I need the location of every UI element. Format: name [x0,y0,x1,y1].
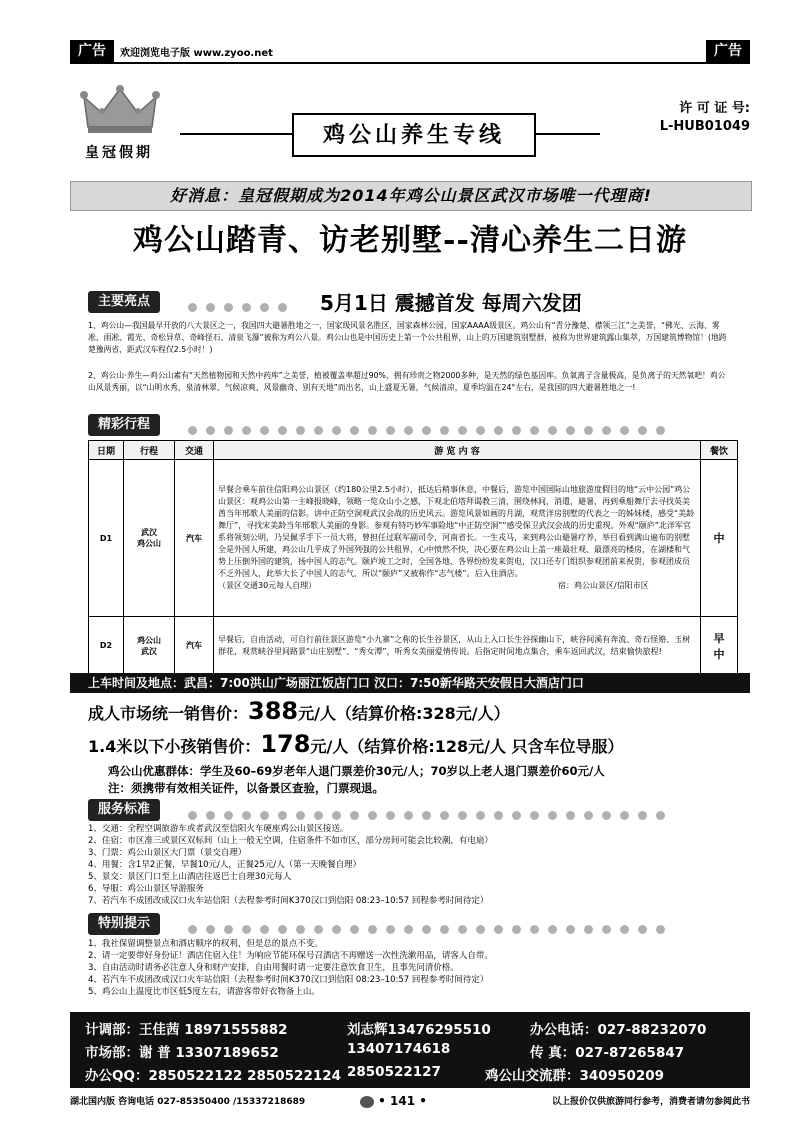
footer [70,1094,750,1107]
itinerary-table [88,440,738,675]
child-price-unit: 元/人（ [310,737,365,756]
top-bar [70,40,750,64]
list-item: 3、自由活动时请务必注意人身和财产安排，自由用餐时请一定要注意饮食卫生，且事先问清价格。 [88,963,459,973]
contact-group: 鸡公山交流群：340950209 [485,1068,665,1084]
list-item: 6、导服：鸡公山景区导游服务 [88,884,204,894]
route-cell [124,460,175,617]
route-to: 武汉 [141,646,157,656]
child-price-label: 1.4米以下小孩销售价： [88,737,261,756]
contact-row-1 [85,1018,740,1040]
table-row [89,617,738,675]
meal-breakfast: 早 [713,631,725,645]
col-date: 日期 [89,441,124,460]
crown-logo-icon [80,85,160,135]
route-title: 鸡公山养生专线 [292,113,536,157]
col-route: 行程 [124,441,175,460]
license-label: 许 可 证 号: [679,101,750,116]
adult-price-unit: 元/人（ [298,704,352,723]
contact-planning: 计调部：王佳茜 18971555882 [85,1022,288,1038]
adult-settle-price: 结算价格:328元/人） [351,704,510,723]
list-item: 2、住宿：市区准三或景区双标间（山上一般无空调，住宿条件不如市区，部分房间可能会比较潮，有电扇） [88,836,493,846]
ad-label-left: 广告 [70,40,114,62]
tips-label: 特别提示 [88,913,160,935]
promo-text: 5月1日 震撼首发 每周六发团 [320,291,582,315]
discount-line-2: 注：须携带有效相关证件，以备景区查验，门票现退。 [108,781,384,795]
day-cell: D2 [89,617,124,675]
license-block [640,100,750,136]
content-cell [214,460,701,617]
content-stay: 宿：鸡公山景区/信阳市区 [558,581,649,590]
content-text: 早餐合乘车前往信阳鸡公山景区（约180公里2.5小时），抵达后稍事休息，中餐后，游览中国国际山地旅游度假目的地“云中公园”鸡公山景区：观鸡公山第一主峰报晓峰，领略一览众山小之感，下观北伯塔拜谒教三清，围绕林间，消遣，避暑，再到乘船舞厅去寻找英美酋当年邢歌人美丽的信影。讲中正防空洞观武汉会战的历史风云。游览风景如画的月湖，观赏洋房别墅的代表之一的姊妹楼，感受“美龄舞厅”，寻找宋美龄当年邢歌人美丽的身影。参观有特巧妙军事险地“中正防空洞”“感受保卫武汉会战的历史重现。外观“颐庐”北洋军官系将领刻公明，乃吴佩孚手下一员大将，曾担任过联军副司令，河南省长。一生戎马，来到鸡公山避暑疗养，举目看到满山遍布的别墅全是外国人所建，鸡公山几乎成了外国列强的公共租界，心中愤然不快，决心要在鸡公山上盖一座最壮观、最漂亮的楼房，在湖楼和气势上压倒外国的建筑，扬中国人的志气。颐庐竣工之时，全国各地、各界纷纷发来贺电，汉口还专门组织参观团前来祝贺，参观团成员不乏外国人，此举大长了中国人的志气，所以“颐庐”又被称作“志气楼”。后入住酒店。 [218,485,695,578]
itinerary-label: 精彩行程 [88,414,160,436]
child-price-value: 178 [260,730,311,758]
discount-line-1: 鸡公山优惠群体：学生及60–69岁老年人退门票差价30元/人；70岁以上老人退门票差价60元/人 [108,764,605,778]
contact-row-2 [85,1041,740,1063]
brand-name: 皇冠假期 [85,145,153,161]
page-icon [360,1096,374,1108]
highlights-label: 主要亮点 [88,291,160,313]
headline: 鸡公山踏青、访老别墅--清心养生二日游 [133,223,687,258]
service-label: 服务标准 [88,799,160,821]
ad-label-right: 广告 [706,40,750,62]
tips-dots [188,919,674,929]
contact-office-phone: 办公电话：027-88232070 [530,1022,707,1038]
table-row [89,460,738,617]
list-item: 3、门票：鸡公山景区大门票（景交自理） [88,848,247,858]
adult-price-value: 388 [248,697,299,725]
child-price [88,730,624,758]
list-item: 4、若汽车不成团改成汉口火车站信阳（去程参考时间K370汉口到信阳 08:23–10:57 回程参考时间待定） [88,975,489,985]
list-item: 2、请一定要带好身份证！酒店住宿入住！为响应节能环保号召酒店不再赠送一次性洗漱用品，请客人自带。 [88,951,493,961]
meal-cell [701,617,738,675]
highlight-paragraph-2: 2、鸡公山·养生—鸡公山素有“天然植物园和天然中药库”之美誉，植被覆盖率超过90%，拥有珍贵之物2000多种，是天然的绿色基因库。负氧离子含量极高，是负离子的天然氧吧！鸡公山风景秀丽，以“山明水秀、泉清林翠、气候凉爽、风景幽奇、别有天地”而出名，山上盛夏无暑，气候清凉，夏季均温在24°左右，是我国的四大避暑胜地之一! [88,371,726,392]
day-cell: D1 [89,460,124,617]
footer-left: 湖北国内版 咨询电话 027-85350400 /15337218689 [70,1097,306,1107]
content-cell: 早餐后，自由活动，可自行前往景区游览“小九寨”之称的长生谷景区，从山上入口长生谷探幽山下，峡谷间溪有奔流、奇石怪赂、玉树群花，观赏峡谷里间路景“山庄别墅”、“秀女潭”，听秀女美丽爱情传说。后指定时间地点集合，乘车返回武汉，结束愉快旅程! [214,617,701,675]
adult-price-label: 成人市场统一销售价： [88,704,249,723]
list-item: 1、交通：全程空调旅游车或者武汉至信阳火车硬座鸡公山景区接送。 [88,824,349,834]
service-list [88,823,738,907]
discount-note [108,763,748,797]
list-item: 5、鸡公山上温度比市区低5度左右，请游客带好衣物备上山。 [88,987,320,997]
contact-planning-2: 刘志辉13476295510 [347,1022,491,1038]
tips-list [88,938,738,998]
adult-price [88,697,510,725]
route-from: 鸡公山 [137,635,161,645]
footer-right: 以上报价仅供旅游同行参考，消费者请勿参阅此书 [551,1097,750,1107]
itinerary-dots [188,420,674,430]
route-to: 鸡公山 [137,539,161,548]
contact-marketing: 市场部：谢 普 13307189652 [85,1045,279,1061]
table-header-row [89,441,738,460]
service-dots [188,805,674,815]
contact-panel [70,1012,750,1088]
child-settle-price: 结算价格:128元/人 只含车位导服） [364,737,624,756]
transport-cell: 汽车 [175,617,214,675]
meal-lunch: 中 [713,647,725,661]
list-item: 7、若汽车不成团改成汉口火车站信阳（去程参考时间K370汉口到信阳 08:23–10:57 回程参考时间待定） [88,896,489,906]
meal-cell: 中 [701,460,738,617]
col-transport: 交通 [175,441,214,460]
page-number-value: 141 [390,1094,416,1108]
list-item: 1、我社保留调整景点和酒店顺序的权利，但是总的景点不变。 [88,939,323,949]
list-item: 5、景交：景区门口至上山酒店往返巴士自理30元每人 [88,872,292,882]
route-cell [124,617,175,675]
contact-qq: 办公QQ：2850522122 2850522124 [85,1068,342,1084]
license-number: L-HUB01049 [659,119,750,134]
page-number: • 141 • [360,1094,427,1108]
route-from: 武汉 [141,528,157,537]
content-note: （景区交通30元每人自理） [218,581,317,590]
boarding-info: 上车时间及地点：武昌：7:00洪山广场丽江饭店门口 汉口：7:50新华路天安假日大酒店门口 [70,673,750,693]
news-banner: 好消息：皇冠假期成为2014年鸡公山景区武汉市场唯一代理商! [70,181,752,211]
contact-row-3 [85,1064,740,1086]
contact-marketing-2: 13407174618 [347,1041,451,1057]
col-meal: 餐饮 [701,441,738,460]
transport-cell: 汽车 [175,460,214,617]
list-item: 4、用餐：含1早2正餐，早餐10元/人，正餐25元/人（第一天晚餐自理） [88,860,362,870]
highlights-dots [188,297,296,307]
col-content: 游 览 内 容 [214,441,701,460]
highlight-paragraph-1: 1、鸡公山—我国最早开放的八大景区之一，我国四大避暑胜地之一，国家级风景名胜区，国家森林公园，国家AAAA级景区。鸡公山有“青分豫楚、襟领三江”之美誉，“佛光、云海、雾凇、雨凇、霞光、奇松异草、奇峰怪石、清泉飞瀑”被称为鸡公八景。鸡公山也是中国历史上第一个公共租界，山上的万国建筑别墅群，被称为世界建筑露山集萃，万国建筑博物馆！(地跨楚豫两省，距武汉车程仅2.5小时！) [88,321,727,354]
site-text[interactable]: 欢迎浏览电子版 www.zyoo.net [120,48,273,59]
contact-qq-3: 2850522127 [347,1064,441,1080]
contact-fax: 传 真：027-87265847 [530,1045,685,1061]
